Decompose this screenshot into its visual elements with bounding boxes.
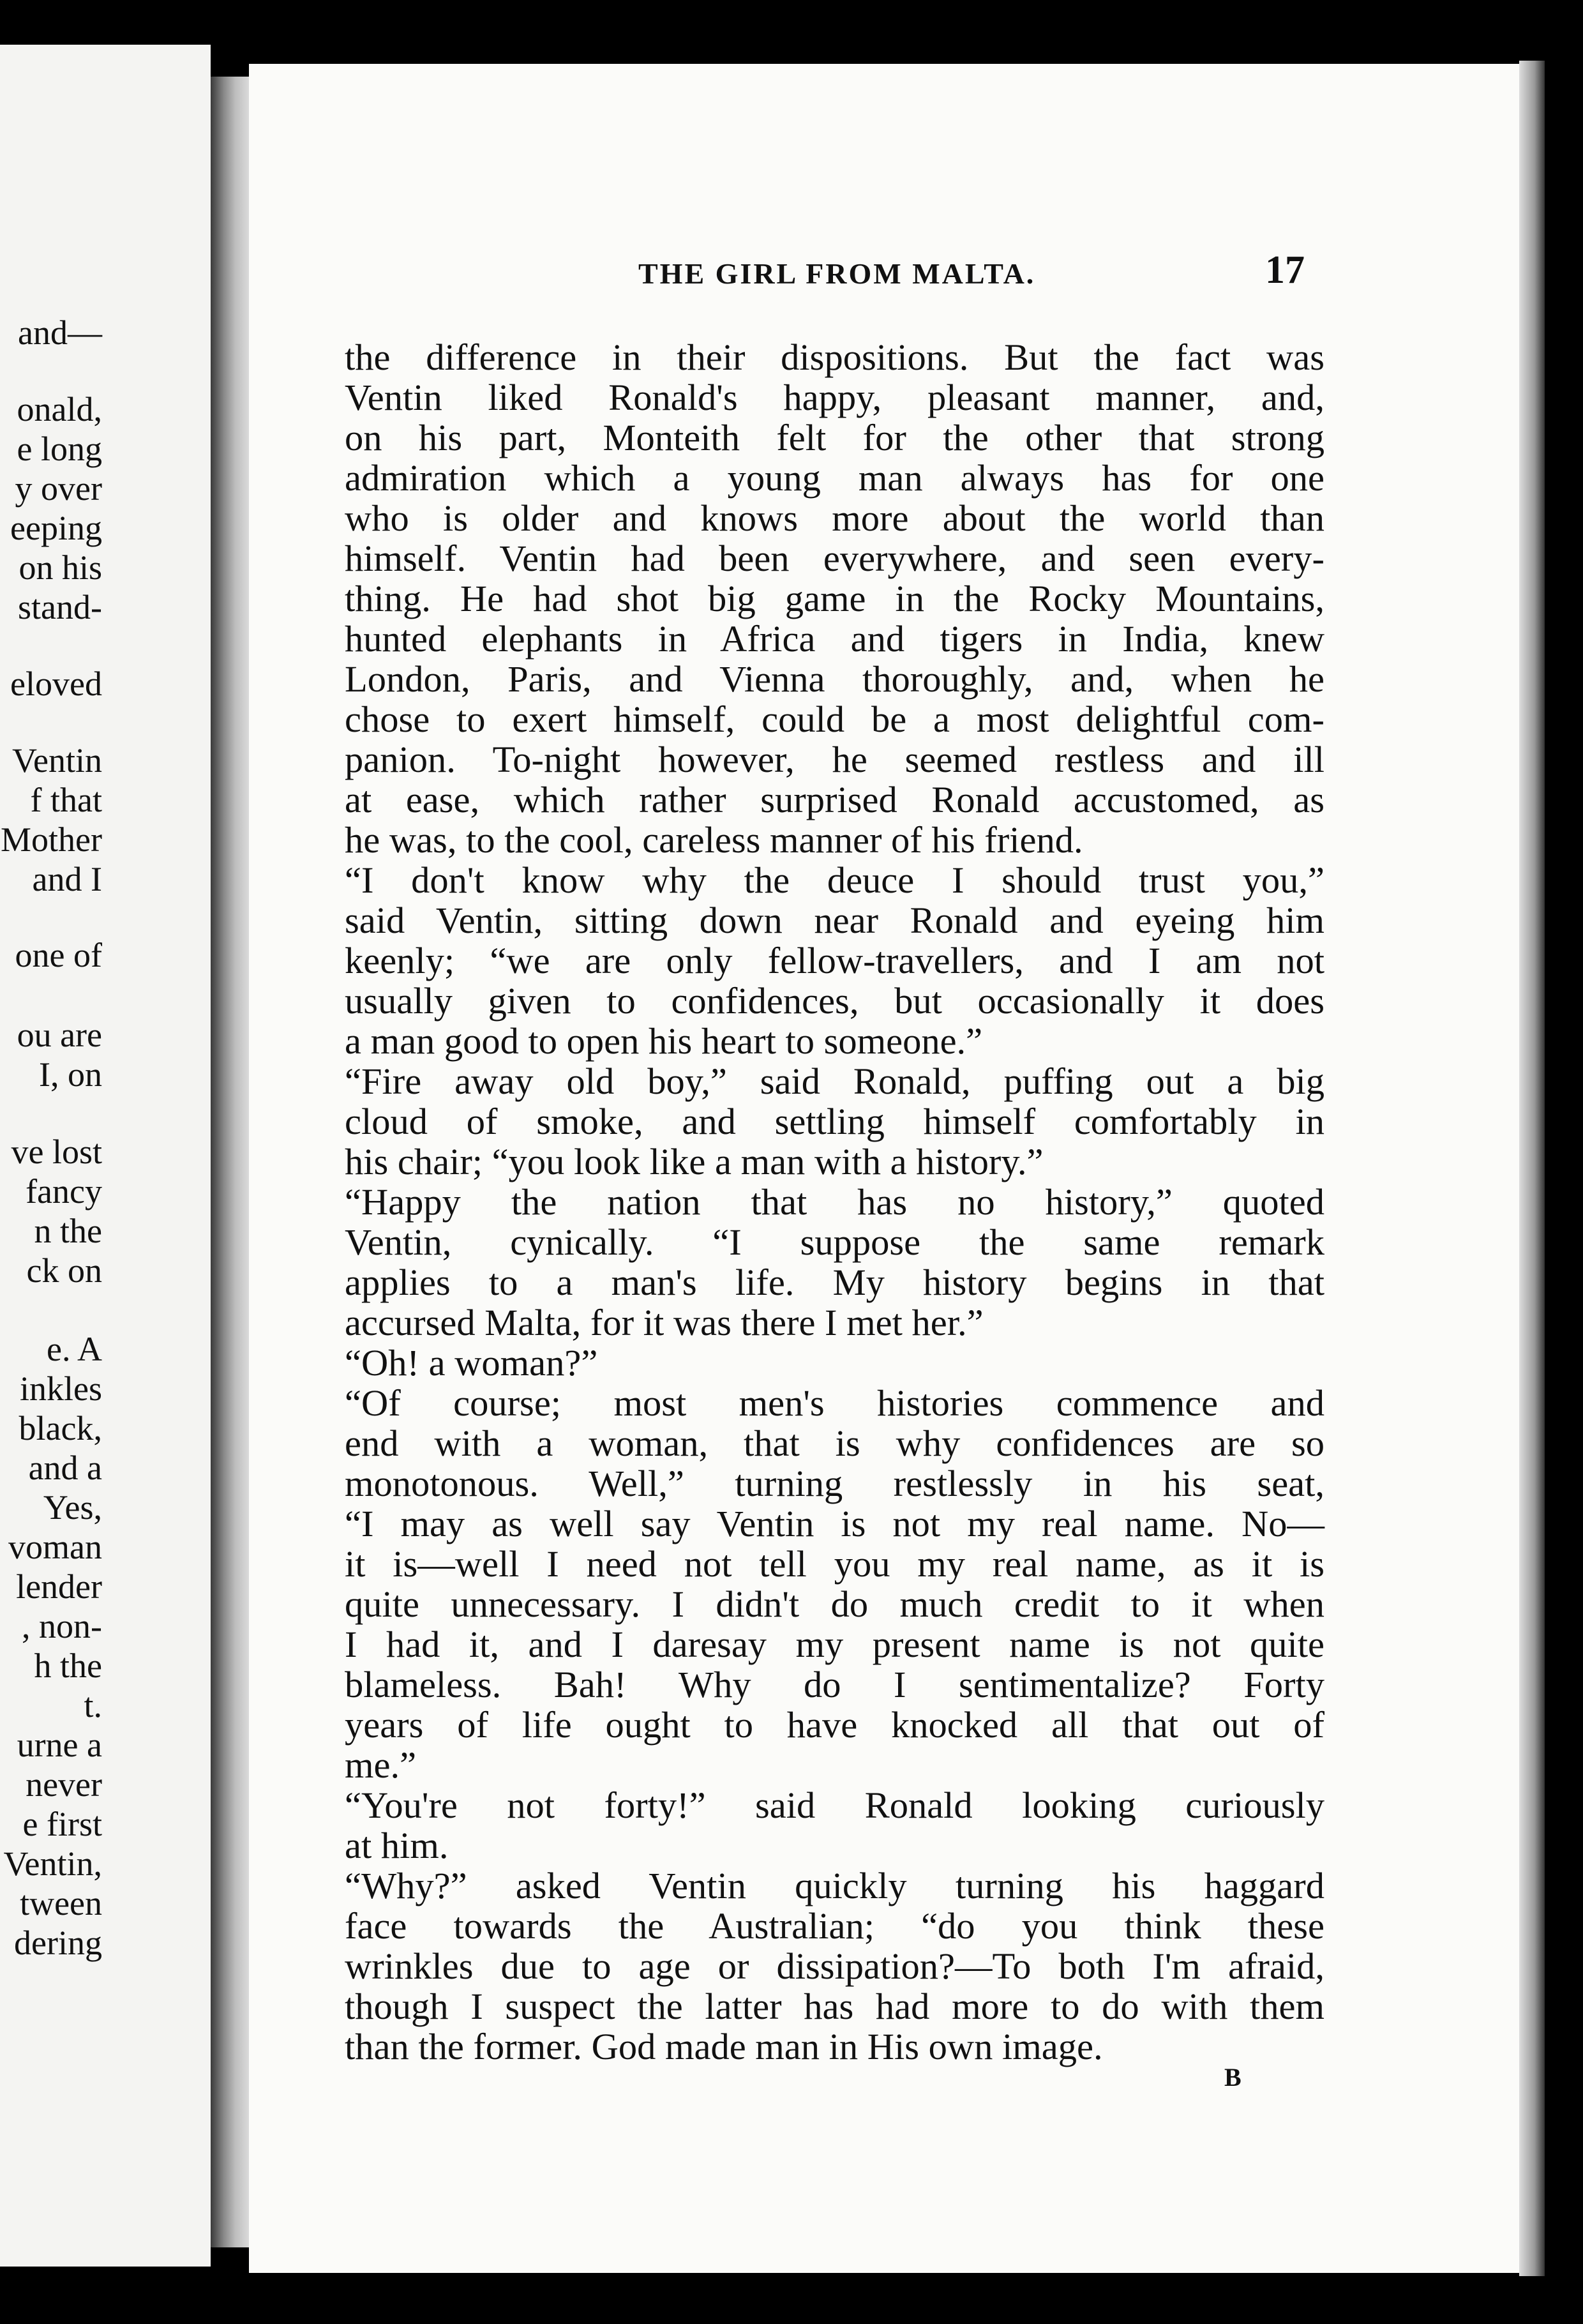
text-line: “Why?” asked Ventin quickly turning his haggard bbox=[345, 1865, 1324, 1906]
text-line: though I suspect the latter has had more to do with them bbox=[345, 1986, 1324, 2027]
text-line: it is—well I need not tell you my real name, as it is bbox=[345, 1543, 1324, 1585]
text-line: Ventin liked Ronald's happy, pleasant manner, and, bbox=[345, 377, 1324, 418]
text-line: a man good to open his heart to someone.” bbox=[345, 1020, 983, 1062]
text-line: I had it, and I daresay my present name is not quite bbox=[345, 1624, 1324, 1665]
text-line: than the former. God made man in His own image. bbox=[345, 2026, 1103, 2067]
left-page-fragment: onald, bbox=[17, 390, 102, 428]
left-page-fragment: and— bbox=[18, 313, 102, 352]
body-text bbox=[345, 337, 1324, 2067]
text-line: thing. He had shot big game in the Rocky Mountains, bbox=[345, 578, 1324, 619]
left-page-fragment: black, bbox=[19, 1409, 102, 1447]
left-page-fragment: Mother bbox=[1, 820, 102, 859]
left-page-fragment: ck on bbox=[26, 1251, 102, 1290]
text-line: his chair; “you look like a man with a history.” bbox=[345, 1141, 1044, 1182]
left-page-fragment: eloved bbox=[10, 665, 102, 703]
text-line: he was, to the cool, careless manner of his friend. bbox=[345, 819, 1083, 861]
left-page-fragment: f that bbox=[30, 781, 102, 819]
text-line: said Ventin, sitting down near Ronald and eyeing him bbox=[345, 900, 1324, 941]
text-line: who is older and knows more about the world than bbox=[345, 497, 1324, 539]
text-line: admiration which a young man always has for one bbox=[345, 457, 1324, 499]
text-line: “Oh! a woman?” bbox=[345, 1342, 598, 1384]
left-page-fragment: and a bbox=[28, 1449, 102, 1487]
text-line: on his part, Monteith felt for the other that strong bbox=[345, 417, 1324, 458]
left-page-fragment: urne a bbox=[17, 1726, 102, 1764]
text-line: hunted elephants in Africa and tigers in India, knew bbox=[345, 618, 1324, 660]
left-page-fragment: inkles bbox=[20, 1370, 102, 1408]
left-page-fragment: eeping bbox=[10, 509, 102, 547]
text-line: at ease, which rather surprised Ronald accustomed, as bbox=[345, 779, 1324, 820]
left-page-fragment: dering bbox=[14, 1924, 102, 1962]
page-number: 17 bbox=[1265, 248, 1305, 292]
left-page-fragment: Ventin, bbox=[3, 1845, 102, 1883]
left-page-fragment: on his bbox=[19, 548, 102, 587]
left-page-fragment: tween bbox=[20, 1884, 102, 1922]
text-line: accursed Malta, for it was there I met her.” bbox=[345, 1302, 984, 1343]
left-facing-page bbox=[0, 45, 211, 2267]
text-line: “I may as well say Ventin is not my real name. No— bbox=[345, 1503, 1324, 1544]
signature-mark: B bbox=[1224, 2063, 1242, 2092]
left-page-fragment: e. A bbox=[47, 1330, 102, 1368]
left-page-fragment: never bbox=[26, 1765, 102, 1804]
left-page-fragment: Yes, bbox=[43, 1488, 102, 1527]
left-page-fragment: e first bbox=[22, 1805, 102, 1843]
text-line: at him. bbox=[345, 1825, 449, 1866]
text-line: chose to exert himself, could be a most delightful com- bbox=[345, 698, 1324, 740]
text-line: “Happy the nation that has no history,” quoted bbox=[345, 1181, 1324, 1223]
text-line: panion. To-night however, he seemed restless and ill bbox=[345, 739, 1324, 780]
text-line: face towards the Australian; “do you think these bbox=[345, 1905, 1324, 1947]
left-page-fragment: Ventin bbox=[12, 741, 102, 780]
text-line: me.” bbox=[345, 1744, 417, 1786]
left-page-fragment: ve lost bbox=[11, 1133, 102, 1171]
text-line: end with a woman, that is why confidences are so bbox=[345, 1422, 1324, 1464]
text-line: the difference in their dispositions. But the fact was bbox=[345, 336, 1324, 378]
left-page-fragment: y over bbox=[15, 469, 102, 508]
text-line: Ventin, cynically. “I suppose the same remark bbox=[345, 1221, 1324, 1263]
text-line: “Fire away old boy,” said Ronald, puffing out a big bbox=[345, 1060, 1324, 1102]
text-line: “You're not forty!” said Ronald looking curiously bbox=[345, 1784, 1324, 1826]
text-line: “I don't know why the deuce I should trust you,” bbox=[345, 859, 1324, 901]
left-page-fragment: voman bbox=[8, 1528, 102, 1566]
text-line: cloud of smoke, and settling himself comfortably in bbox=[345, 1101, 1324, 1142]
page-edge-shadow bbox=[1519, 61, 1545, 2276]
text-line: himself. Ventin had been everywhere, and seen every- bbox=[345, 538, 1324, 579]
left-page-fragment: t. bbox=[84, 1686, 102, 1724]
text-line: blameless. Bah! Why do I sentimentalize? Forty bbox=[345, 1664, 1324, 1705]
left-page-fragment: ou are bbox=[17, 1016, 102, 1054]
text-line: usually given to confidences, but occasionally it does bbox=[345, 980, 1324, 1022]
text-line: “Of course; most men's histories commence and bbox=[345, 1382, 1324, 1424]
running-title: THE GIRL FROM MALTA. bbox=[638, 257, 1036, 290]
left-page-fragment: one of bbox=[15, 936, 102, 974]
text-line: quite unnecessary. I didn't do much credit to it when bbox=[345, 1583, 1324, 1625]
text-line: years of life ought to have knocked all that out of bbox=[345, 1704, 1324, 1746]
text-line: keenly; “we are only fellow-travellers, and I am not bbox=[345, 940, 1324, 981]
left-page-fragment: stand- bbox=[18, 588, 102, 626]
left-page-fragments bbox=[0, 45, 211, 2267]
left-page-fragment: , non- bbox=[22, 1607, 102, 1645]
text-line: wrinkles due to age or dissipation?—To both I'm afraid, bbox=[345, 1945, 1324, 1987]
left-page-fragment: I, on bbox=[39, 1055, 102, 1094]
text-line: monotonous. Well,” turning restlessly in his seat, bbox=[345, 1463, 1324, 1504]
left-page-fragment: fancy bbox=[26, 1172, 102, 1211]
left-page-fragment: h the bbox=[34, 1647, 102, 1685]
left-page-fragment: lender bbox=[16, 1567, 102, 1606]
text-line: applies to a man's life. My history begins in that bbox=[345, 1262, 1324, 1303]
text-line: London, Paris, and Vienna thoroughly, and, when he bbox=[345, 658, 1324, 700]
left-page-fragment: e long bbox=[17, 430, 102, 468]
left-page-fragment: n the bbox=[34, 1212, 102, 1250]
left-page-fragment: and I bbox=[32, 860, 102, 898]
